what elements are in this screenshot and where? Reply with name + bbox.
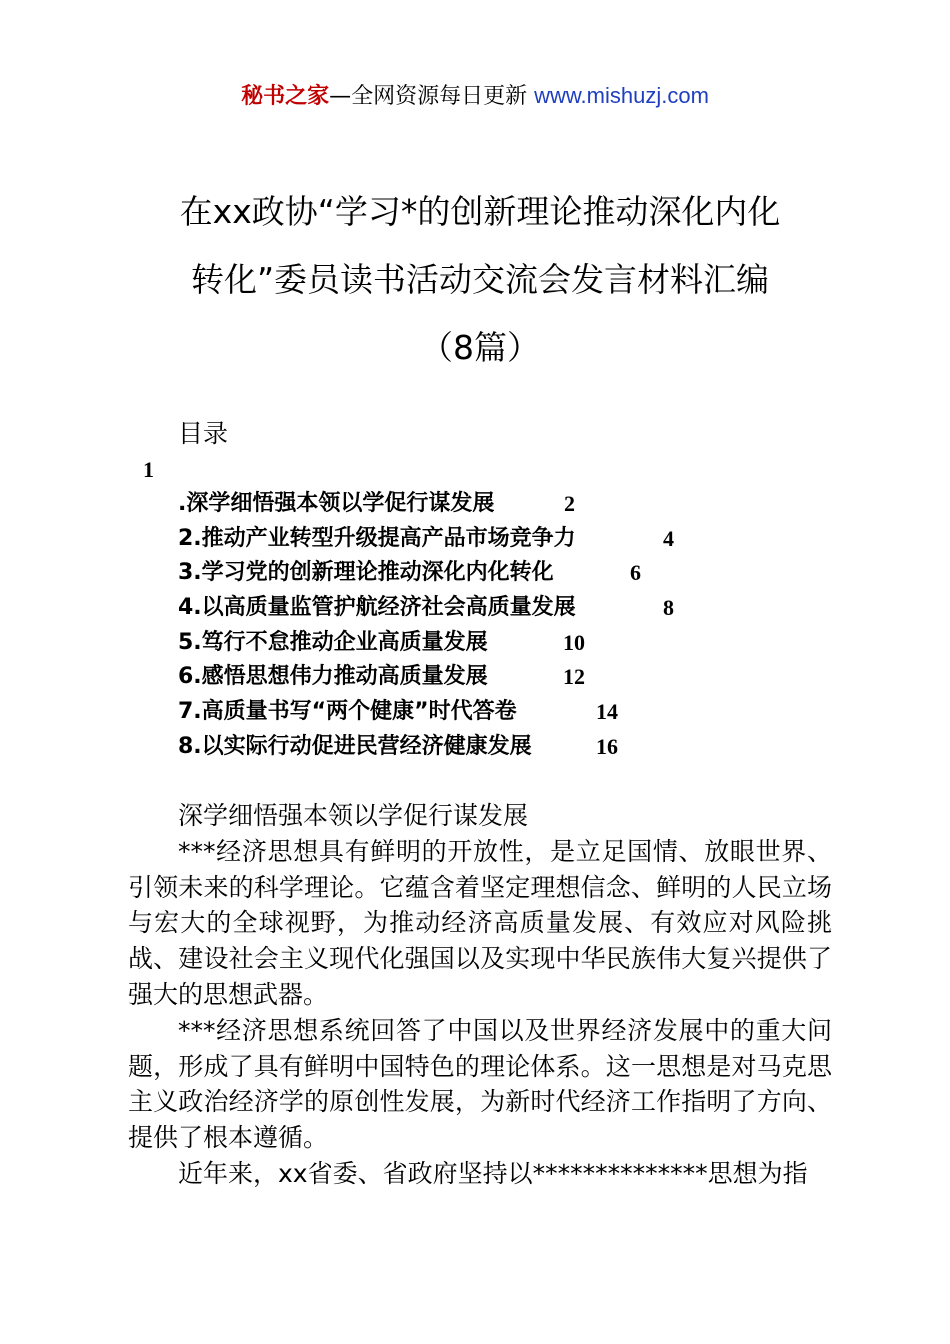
toc-heading: 目录 [178, 419, 229, 448]
toc-item[interactable] [178, 730, 618, 765]
header-dash: — [329, 84, 352, 109]
site-brand: 秘书之家 [241, 84, 330, 109]
toc-item-label: 5.笃行不怠推动企业高质量发展 [178, 629, 488, 655]
site-header [0, 80, 950, 113]
toc-item[interactable] [178, 487, 576, 522]
toc-item[interactable] [178, 695, 618, 730]
toc-item-label: 7.高质量书写“两个健康”时代答卷 [178, 699, 517, 725]
body-paragraph: ***经济思想系统回答了中国以及世界经济发展中的重大问题，形成了具有鲜明中国特色的理论体系。这一思想是对马克思主义政治经济学的原创性发展，为新时代经济工作指明了方向、提供了根本遵循。 [128, 1015, 832, 1153]
toc-item-page: 8 [663, 595, 674, 621]
toc-item-page: 10 [563, 629, 585, 655]
toc-item-label: .深学细悟强本领以学促行谋发展 [178, 491, 495, 516]
toc-item[interactable] [178, 556, 641, 591]
toc-item-page: 6 [630, 560, 641, 586]
toc-item-label: 2.推动产业转型升级提高产品市场竞争力 [178, 525, 576, 551]
toc-item-page: 2 [564, 491, 575, 516]
table-of-contents [178, 487, 674, 765]
toc-item-label: 6.感悟思想伟力推动高质量发展 [178, 664, 488, 690]
site-tagline: 全网资源每日更新 [351, 84, 528, 109]
title-line-1: 在xx政协“学习*的创新理论推动深化内化 [179, 192, 781, 231]
section-title: 深学细悟强本领以学促行谋发展 [178, 801, 529, 830]
body-paragraph: 近年来，xx省委、省政府坚持以**************思想为指 [178, 1158, 808, 1188]
toc-item[interactable] [178, 522, 674, 557]
body-paragraph: ***经济思想具有鲜明的开放性，是立足国情、放眼世界、引领未来的科学理论。它蕴含着坚定理想信念、鲜明的人民立场与宏大的全球视野，为推动经济高质量发展、有效应对风险挑战、建设社会主义现代化强国以及实现中华民族伟大复兴提供了强大的思想武器。 [128, 836, 832, 1009]
toc-first-page-number: 1 [143, 457, 154, 482]
toc-item-label: 4.以高质量监管护航经济社会高质量发展 [178, 595, 576, 621]
toc-item[interactable] [178, 626, 585, 661]
document-body [128, 798, 832, 1192]
toc-item-page: 4 [663, 525, 674, 551]
toc-item-label: 3.学习党的创新理论推动深化内化转化 [178, 560, 554, 586]
document-title [130, 178, 830, 382]
toc-item-page: 14 [596, 699, 618, 725]
toc-item[interactable] [178, 591, 674, 626]
toc-item-page: 16 [596, 733, 618, 759]
toc-item-page: 12 [563, 664, 585, 690]
title-line-3: （8篇） [420, 328, 540, 367]
toc-item[interactable] [178, 660, 585, 695]
toc-item-label: 8.以实际行动促进民营经济健康发展 [178, 733, 532, 759]
site-url-link[interactable]: www.mishuzj.com [534, 83, 709, 108]
title-line-2: 转化”委员读书活动交流会发言材料汇编 [190, 260, 770, 299]
